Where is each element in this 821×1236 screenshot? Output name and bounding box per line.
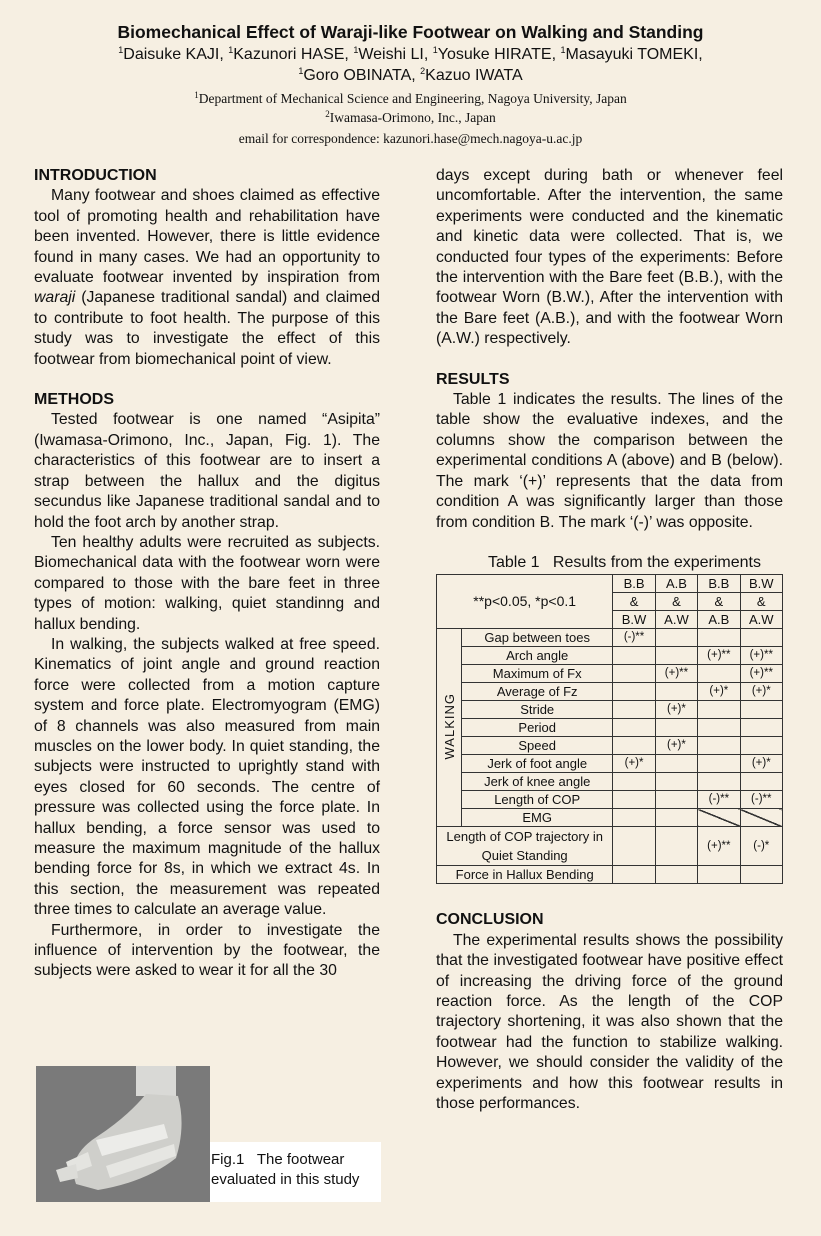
- affiliation-2: [0, 110, 821, 126]
- result-cell: [740, 629, 782, 647]
- column-header-top: A.B: [655, 575, 697, 593]
- result-cell: [740, 719, 782, 737]
- table-row: [437, 683, 783, 701]
- result-cell: (+)*: [740, 755, 782, 773]
- affiliation-mark: 2: [325, 109, 330, 119]
- result-cell: (-)**: [613, 629, 655, 647]
- result-cell-na: [740, 809, 782, 827]
- result-cell: [698, 773, 740, 791]
- result-cell: [655, 791, 697, 809]
- column-header-top: B.B: [613, 575, 655, 593]
- affiliation-mark: 1: [298, 66, 304, 76]
- conclusion-paragraph: The experimental results shows the possibility that the investigated footwear have positive effect of increasing the driving force of the ground reaction force. As the length of the COP trajectory shortening, it was also shown that the footwear had the function to stabilize walking. However, we should consider the validity of the experiments and how this footwear results in those performances.: [436, 931, 783, 1112]
- author-name: Kazuo IWATA: [425, 67, 523, 84]
- table-row: [437, 866, 783, 884]
- result-cell: [613, 683, 655, 701]
- result-cell: (-)*: [740, 827, 782, 866]
- result-cell: [655, 773, 697, 791]
- result-cell: [655, 719, 697, 737]
- author-line-1: [0, 46, 821, 64]
- row-label-hallux: Force in Hallux Bending: [437, 866, 613, 884]
- result-cell: (+)*: [740, 683, 782, 701]
- table-row: [437, 719, 783, 737]
- result-cell: (+)*: [613, 755, 655, 773]
- result-cell: [698, 866, 740, 884]
- row-label: Jerk of foot angle: [462, 755, 613, 773]
- result-cell: [698, 719, 740, 737]
- methods-paragraph-4: Furthermore, in order to investigate the influence of intervention by the footwear, the subjects were asked to wear it for all the 30: [34, 921, 380, 980]
- figure-caption: [210, 1142, 381, 1202]
- result-cell: (+)**: [698, 647, 740, 665]
- author-line-2: [0, 67, 821, 85]
- table-row: [437, 755, 783, 773]
- column-header-bot: A.W: [740, 611, 782, 629]
- table-row: [437, 629, 783, 647]
- result-cell: (-)**: [698, 791, 740, 809]
- intro-italic: waraji: [34, 289, 76, 307]
- result-cell: [698, 629, 740, 647]
- table-caption: Table 1 Results from the experiments: [487, 553, 761, 571]
- table-row: [437, 791, 783, 809]
- methods-heading: METHODS: [34, 391, 114, 409]
- result-cell: (+)**: [740, 665, 782, 683]
- row-label: Speed: [462, 737, 613, 755]
- row-label-line: Quiet Standing: [481, 848, 568, 864]
- result-cell: [655, 755, 697, 773]
- row-label: Length of COP: [462, 791, 613, 809]
- result-cell: [613, 773, 655, 791]
- intro-text: (Japanese traditional sandal) and claimed to contribute to foot health. The purpose of this study was to investigate the effect of this footwear from biomechanical point of view.: [34, 289, 380, 368]
- affiliation-mark: 2: [420, 66, 426, 76]
- row-label-standing: [437, 827, 613, 866]
- result-cell: [698, 737, 740, 755]
- result-cell: [698, 701, 740, 719]
- result-cell: [613, 827, 655, 866]
- methods-paragraph-1: Tested footwear is one named “Asipita” (Iwamasa-Orimono, Inc., Japan, Fig. 1). The characteristics of this footwear are to insert a strap between the hallux and the digitus secundus like Japanese traditional sandal and to hold the foot arch by another strap.: [34, 411, 380, 531]
- result-cell: [698, 665, 740, 683]
- column-header-bot: A.W: [655, 611, 697, 629]
- affiliation-1: [0, 91, 821, 107]
- row-label: Stride: [462, 701, 613, 719]
- results-paragraph: Table 1 indicates the results. The lines of the table show the evaluative indexes, and the columns show the comparison between the experimental conditions A (above) and B (below). The mark ‘(+)’ represents that the data from condition A was significantly larger than those from condition B. The mark ‘(-)’ was opposite.: [436, 391, 783, 531]
- introduction-paragraph: [34, 186, 380, 370]
- table-row: [437, 809, 783, 827]
- affiliation-mark: 1: [432, 45, 438, 55]
- result-cell: (+)*: [655, 737, 697, 755]
- result-cell: [655, 866, 697, 884]
- group-cell: [437, 629, 462, 827]
- table-row: [437, 737, 783, 755]
- author-name: Weishi LI,: [358, 46, 433, 63]
- column-header-mid: &: [740, 593, 782, 611]
- row-label: EMG: [462, 809, 613, 827]
- result-cell: [613, 719, 655, 737]
- author-name: Masayuki TOMEKI,: [565, 46, 703, 63]
- result-cell: [613, 665, 655, 683]
- table-row: [437, 647, 783, 665]
- table-row: [437, 665, 783, 683]
- methods-paragraph-2: Ten healthy adults were recruited as subjects. Biomechanical data with the footwear worn were compared to those with the bare feet in three types of motion: walking, quiet standinng and hallux bending.: [34, 533, 380, 633]
- results-heading: RESULTS: [436, 370, 510, 388]
- affiliation-mark: 1: [194, 90, 199, 100]
- column-header-mid: &: [698, 593, 740, 611]
- column-header-bot: B.W: [613, 611, 655, 629]
- result-cell-na: [698, 809, 740, 827]
- result-cell: [655, 647, 697, 665]
- row-label: Period: [462, 719, 613, 737]
- result-cell: [740, 737, 782, 755]
- conclusion-heading: CONCLUSION: [436, 911, 544, 929]
- row-label: Maximum of Fx: [462, 665, 613, 683]
- affiliation-text: Iwamasa-Orimono, Inc., Japan: [329, 110, 496, 125]
- column-header-top: B.B: [698, 575, 740, 593]
- affiliation-text: Department of Mechanical Science and Engineering, Nagoya University, Japan: [198, 91, 627, 106]
- result-cell: [698, 755, 740, 773]
- author-name: Yosuke HIRATE,: [437, 46, 561, 63]
- caption-line: evaluated in this study: [211, 1171, 360, 1188]
- result-cell: [613, 866, 655, 884]
- significance-note: **p<0.05, *p<0.1: [437, 575, 613, 629]
- result-cell: [740, 866, 782, 884]
- affiliation-mark: 1: [228, 45, 234, 55]
- author-name: Goro OBINATA,: [303, 67, 421, 84]
- row-label: Gap between toes: [462, 629, 613, 647]
- result-cell: [613, 737, 655, 755]
- result-cell: [740, 773, 782, 791]
- table-row: [437, 701, 783, 719]
- row-label: Arch angle: [462, 647, 613, 665]
- result-cell: (+)*: [698, 683, 740, 701]
- methods-continuation: days except during bath or whenever feel uncomfortable. After the intervention, the same experiments were conducted and the kinematic and kinetic data were collected. That is, we conducted four types of the experiments: Before the intervention with the Bare feet (B.B.), with the footwear Worn (B.W.), After the intervention with the Bare feet (A.B.), and with the footwear Worn (A.W.) respectively.: [436, 167, 783, 348]
- footwear-illustration-icon: [36, 1066, 210, 1202]
- column-header-bot: A.B: [698, 611, 740, 629]
- affiliation-mark: 1: [560, 45, 566, 55]
- table-header-row: [437, 575, 783, 593]
- caption-line: Fig.1 The footwear: [211, 1151, 345, 1168]
- table-row: [437, 773, 783, 791]
- table-row: [437, 827, 783, 866]
- affiliation-mark: 1: [353, 45, 359, 55]
- walking-group-label: WALKING: [441, 692, 457, 760]
- footwear-photo: [36, 1066, 210, 1202]
- right-column: [436, 166, 783, 1114]
- row-label: Average of Fz: [462, 683, 613, 701]
- result-cell: (+)**: [698, 827, 740, 866]
- column-header-top: B.W: [740, 575, 782, 593]
- intro-text: Many footwear and shoes claimed as effective tool of promoting health and rehabilitation have been invented. However, there is little evidence found in many cases. We had an opportunity to evaluate footwear invented by inspiration from: [34, 187, 380, 287]
- row-label: Jerk of knee angle: [462, 773, 613, 791]
- author-name: Kazunori HASE,: [233, 46, 354, 63]
- result-cell: (+)**: [655, 665, 697, 683]
- paper-title: Biomechanical Effect of Waraji-like Footwear on Walking and Standing: [117, 22, 704, 42]
- result-cell: (+)*: [655, 701, 697, 719]
- affiliation-mark: 1: [118, 45, 124, 55]
- result-cell: (-)**: [740, 791, 782, 809]
- column-header-mid: &: [613, 593, 655, 611]
- result-cell: [613, 809, 655, 827]
- author-name: Daisuke KAJI,: [123, 46, 229, 63]
- result-cell: (+)**: [740, 647, 782, 665]
- column-header-mid: &: [655, 593, 697, 611]
- results-table: [436, 574, 783, 884]
- result-cell: [655, 827, 697, 866]
- result-cell: [613, 791, 655, 809]
- left-column: [34, 166, 380, 982]
- result-cell: [655, 683, 697, 701]
- result-cell: [613, 647, 655, 665]
- methods-paragraph-3: In walking, the subjects walked at free speed. Kinematics of joint angle and ground reaction force were collected from a motion capture system and force plate. Electromyogram (EMG) of 8 channels was also measured from main muscles on the lower body. In quiet standing, the subjects were instructed to uprightly stand with eyes closed for 60 seconds. The centre of pressure was collected using the force plate. In hallux bending, a force sensor was used to measure the maximum magnitude of the hallux bending force for 8s, in which we extract 4s. In this section, the measurement was repeated three times to calculate an average value.: [34, 635, 380, 919]
- introduction-heading: INTRODUCTION: [34, 167, 157, 184]
- email-line: email for correspondence: kazunori.hase@mech.nagoya-u.ac.jp: [238, 131, 583, 146]
- result-cell: [655, 629, 697, 647]
- result-cell: [613, 701, 655, 719]
- row-label-line: Length of COP trajectory in: [446, 829, 603, 845]
- result-cell: [655, 809, 697, 827]
- result-cell: [740, 701, 782, 719]
